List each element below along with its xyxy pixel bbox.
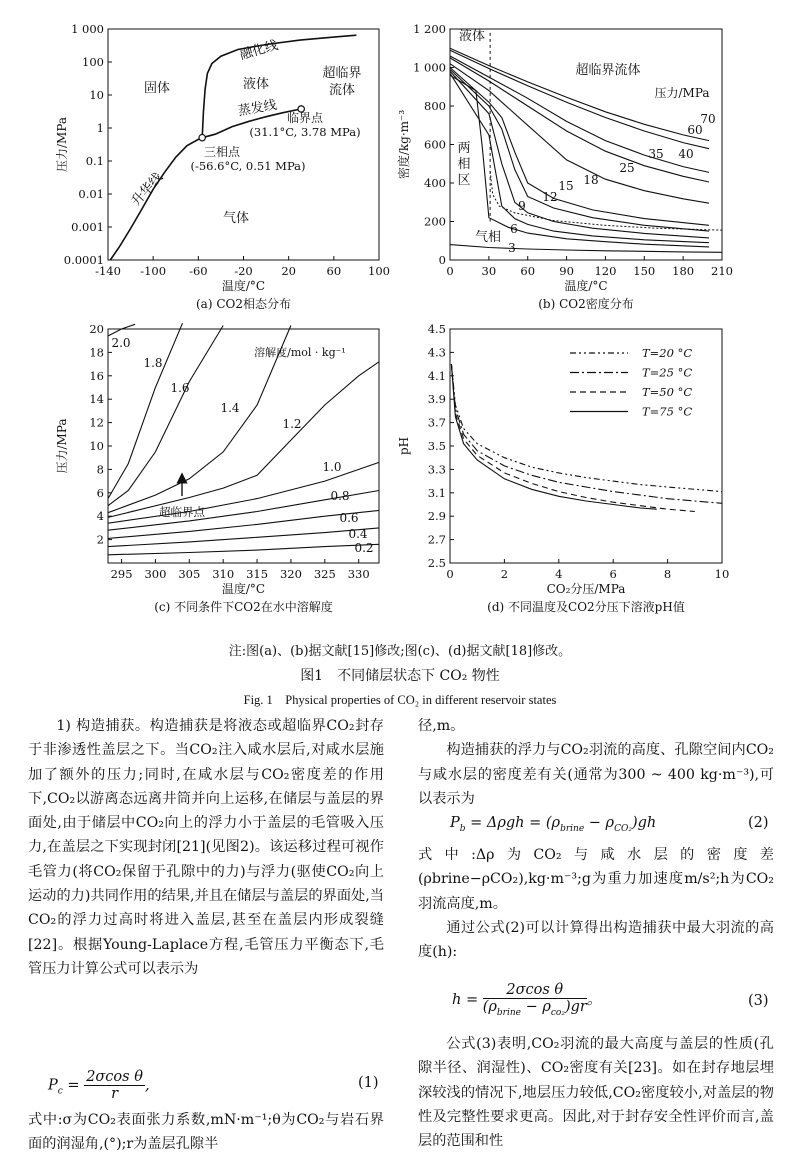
region-label: 固体 xyxy=(143,81,171,96)
region-label: 气相 xyxy=(474,230,502,245)
series-label: 0.6 xyxy=(339,511,359,525)
x-tick-label: 310 xyxy=(212,567,235,581)
y-tick-label: 3.3 xyxy=(427,462,446,477)
panel-caption: (d) 不同温度及CO2分压下溶液pH值 xyxy=(487,600,685,614)
eq3-number: (3) xyxy=(748,993,769,1009)
right-column xyxy=(418,714,774,811)
x-tick-label: 100 xyxy=(368,264,390,278)
y-tick-label: 20 xyxy=(89,322,104,336)
region-label: 液体 xyxy=(458,29,486,44)
annotation: 临界点 xyxy=(286,111,324,125)
y-tick-label: 600 xyxy=(424,137,446,152)
series-label: 60 xyxy=(687,123,703,137)
x-tick-label: 2 xyxy=(500,567,509,581)
y-axis-label: 压力/MPa xyxy=(55,116,69,173)
series-line-25 xyxy=(450,64,709,204)
series-label: 35 xyxy=(648,147,664,161)
series-label: 0.4 xyxy=(348,527,368,541)
y-axis-label: pH xyxy=(397,436,411,456)
x-tick-label: 0 xyxy=(446,567,454,581)
series-label: 15 xyxy=(558,179,574,193)
x-tick-label: 8 xyxy=(663,567,672,581)
curve-label: 升华线 xyxy=(128,170,167,210)
x-tick-label: 320 xyxy=(279,567,302,581)
legend-title: 压力/MPa xyxy=(654,86,710,100)
y-tick-label: 10 xyxy=(89,88,104,102)
y-tick-label: 0.01 xyxy=(78,187,104,201)
paragraph-eq2-terms: 式中:Δρ为CO₂与咸水层的密度差(ρbrine−ρCO₂),kg·m⁻³;g为重力加速度m/s²;h为CO₂羽流高度,m。 xyxy=(418,847,774,912)
equation-2: $P_b = \Delta\rho gh = (\rho_{brine} - \rho_{CO_2})gh$ xyxy=(450,815,657,834)
x-tick-label: 6 xyxy=(609,567,617,581)
panel-caption: (b) CO2密度分布 xyxy=(538,297,634,311)
series-line-1.6 xyxy=(108,326,223,506)
x-tick-label: 330 xyxy=(347,567,370,581)
panel-caption: (a) CO2相态分布 xyxy=(196,297,291,311)
y-tick-label: 100 xyxy=(82,55,104,69)
series-line-0.6 xyxy=(108,510,379,538)
y-tick-label: 800 xyxy=(424,99,446,113)
equation-3: h = 2σcos θ $(\rho_{brine} - \rho_{co_2})gr$ 。 xyxy=(452,982,602,1018)
y-tick-label: 1 200 xyxy=(413,22,446,36)
y-tick-label: 16 xyxy=(89,368,104,383)
legend-entry: T=25 °C xyxy=(642,365,693,380)
y-tick-label: 1 xyxy=(96,121,104,135)
panel-a xyxy=(54,22,390,311)
x-tick-label: 60 xyxy=(326,264,342,278)
legend-entry: T=50 °C xyxy=(642,385,693,399)
series-label: 40 xyxy=(678,147,694,161)
y-tick-label: 8 xyxy=(96,462,104,477)
figure-caption-cn: 图1 不同储层状态下 CO₂ 物性 xyxy=(300,668,500,684)
y-tick-label: 200 xyxy=(424,214,446,229)
y-tick-label: 3.7 xyxy=(427,415,446,430)
series-label: 1.4 xyxy=(220,401,240,415)
plot-frame xyxy=(450,329,722,563)
annotation: 三相点 xyxy=(203,145,241,159)
region-label: 两 xyxy=(457,141,471,156)
region-label: 超临界流体 xyxy=(575,63,641,78)
region-label: 流体 xyxy=(328,83,356,98)
series-label: 1.2 xyxy=(282,417,302,431)
series-label: 25 xyxy=(619,161,635,175)
paragraph-eq1-terms: 式中:σ为CO₂表面张力系数,mN·m⁻¹;θ为CO₂与岩石界面的润湿角,(°);r为盖层孔隙半 xyxy=(28,1112,384,1153)
series-label: 6 xyxy=(510,222,518,236)
annotation: 超临界点 xyxy=(159,505,205,519)
x-tick-label: 210 xyxy=(711,264,733,278)
x-tick-label: 120 xyxy=(594,264,617,278)
series-label: 0.8 xyxy=(330,489,350,503)
critical-point-marker xyxy=(199,134,205,140)
series-line-0.4 xyxy=(108,528,379,547)
x-tick-label: -20 xyxy=(234,264,253,278)
x-tick-label: -140 xyxy=(95,264,121,278)
y-tick-label: 400 xyxy=(424,176,446,190)
series-label: 12 xyxy=(542,190,558,204)
series-label: 0.2 xyxy=(354,541,374,555)
series-line-T75C xyxy=(451,364,656,509)
y-tick-label: 2.5 xyxy=(427,556,446,570)
series-line-0.2 xyxy=(108,544,379,555)
panel-c xyxy=(54,322,379,614)
series-label: 1.6 xyxy=(170,381,190,395)
y-tick-label: 10 xyxy=(89,439,104,453)
y-tick-label: 2.9 xyxy=(427,509,446,524)
x-tick-label: 20 xyxy=(281,264,296,278)
annotation: (31.1°C, 3.78 MPa) xyxy=(249,125,361,139)
y-tick-label: 12 xyxy=(89,415,104,430)
region-label: 液体 xyxy=(242,77,270,92)
panel-b xyxy=(396,22,733,311)
curve-label: 蒸发线 xyxy=(236,97,278,120)
legend-title: 溶解度/mol · kg⁻¹ xyxy=(254,346,346,359)
y-tick-label: 3.1 xyxy=(427,485,446,500)
y-tick-label: 4.1 xyxy=(427,368,446,383)
right-column-3 xyxy=(418,1032,774,1153)
x-tick-label: 315 xyxy=(246,567,269,581)
paragraph-cont: 径,m。 xyxy=(418,718,465,734)
x-tick-label: 90 xyxy=(559,264,574,278)
y-tick-label: 2.7 xyxy=(427,532,446,547)
eq1-number: (1) xyxy=(358,1075,379,1091)
paragraph-structural-trapping: 1) 构造捕获。构造捕获是将液态或超临界CO₂封存于非渗透性盖层之下。当CO₂注入咸水层后,对咸水层施加了额外的压力;同时,在咸水层与CO₂密度差的作用下,CO₂以游离态远离井筒并向上运移,在储层与盖层的界面处,由于储层中CO₂向上的浮力小于盖层的毛管吸入压力,在盖层之下实现封闭[21](见图2)。该运移过程可视作毛管力(将CO₂保留于孔隙中的力)与浮力(驱使CO₂向上运动的力)共同作用的结果,并且在储层与盖层的界面处,当CO₂的浮力过高时将进入盖层,甚至在盖层内形成裂缝[22]。根据Young-Laplace方程,毛管压力平衡态下,毛管压力计算公式可以表示为 xyxy=(28,718,384,977)
y-tick-label: 3.5 xyxy=(427,439,446,453)
x-tick-label: 60 xyxy=(520,264,536,278)
panel-d xyxy=(397,322,729,614)
y-tick-label: 1 000 xyxy=(413,60,446,75)
left-column-2 xyxy=(28,1108,384,1157)
annotation: (-56.6°C, 0.51 MPa) xyxy=(190,159,306,173)
y-tick-label: 4.3 xyxy=(427,345,446,360)
x-axis-label: 温度/°C xyxy=(221,582,266,596)
series-line-T20C xyxy=(451,364,722,492)
paragraph-height: 通过公式(2)可以计算得出构造捕获中最大羽流的高度(h): xyxy=(418,919,774,961)
y-tick-label: 3.9 xyxy=(427,392,446,407)
x-axis-label: 温度/°C xyxy=(221,279,266,293)
x-tick-label: 0 xyxy=(446,264,454,278)
y-axis-label: 密度/kg·m⁻³ xyxy=(397,109,411,180)
series-label: 3 xyxy=(508,241,516,255)
y-tick-label: 4 xyxy=(96,509,104,524)
x-tick-label: 180 xyxy=(672,264,695,278)
series-label: 1.8 xyxy=(143,356,163,370)
y-tick-label: 0.1 xyxy=(85,154,104,168)
y-tick-label: 0 xyxy=(438,253,446,267)
region-label: 相 xyxy=(457,157,471,172)
y-tick-label: 6 xyxy=(96,485,104,500)
y-tick-label: 14 xyxy=(89,392,104,407)
x-tick-label: -60 xyxy=(189,264,208,278)
region-label: 超临界 xyxy=(322,66,362,81)
eq1-lhs: P xyxy=(48,1077,58,1094)
x-tick-label: 10 xyxy=(714,567,730,581)
series-label: 70 xyxy=(700,112,716,126)
x-tick-label: 4 xyxy=(555,567,563,581)
x-tick-label: 300 xyxy=(144,567,167,581)
region-label: 气体 xyxy=(222,211,250,226)
x-tick-label: -100 xyxy=(140,264,167,278)
series-line-2.0 xyxy=(108,324,135,336)
x-axis-label: CO₂分压/MPa xyxy=(546,582,626,596)
curve-label: 融化线 xyxy=(238,38,280,64)
series-line- xyxy=(110,138,202,260)
equation-1: $P_c$ = $\frac{\text{2σcos θ}}{r}$ , xyxy=(48,1069,150,1102)
figure-source-note: 注:图(a)、(b)据文献[15]修改;图(c)、(d)据文献[18]修改。 xyxy=(228,644,572,659)
x-tick-label: 295 xyxy=(110,567,133,581)
panel-caption: (c) 不同条件下CO2在水中溶解度 xyxy=(154,600,333,614)
y-tick-label: 1 000 xyxy=(71,22,104,36)
x-tick-label: 325 xyxy=(313,567,336,581)
y-tick-label: 0.001 xyxy=(71,220,104,234)
paragraph-buoyancy: 构造捕获的浮力与CO₂羽流的高度、孔隙空间内CO₂与咸水层的密度差有关(通常为300 ~ 400 kg·m⁻³),可以表示为 xyxy=(418,742,774,807)
y-tick-label: 4.5 xyxy=(427,322,446,336)
y-tick-label: 2 xyxy=(96,532,104,547)
series-label: 18 xyxy=(583,173,599,187)
series-label: 2.0 xyxy=(111,336,131,350)
y-tick-label: 0.0001 xyxy=(63,253,104,267)
eq2-number: (2) xyxy=(748,815,769,831)
x-tick-label: 305 xyxy=(178,567,201,581)
y-axis-label: 压力/MPa xyxy=(55,418,69,474)
x-tick-label: 30 xyxy=(481,264,497,278)
y-tick-label: 18 xyxy=(89,345,104,360)
x-tick-label: 150 xyxy=(633,264,656,278)
figure-caption-en: Fig. 1 Physical properties of CO₂ in different reservoir states xyxy=(243,693,557,707)
left-column xyxy=(28,714,384,981)
series-label: 9 xyxy=(518,199,526,213)
series-label: 1.0 xyxy=(322,460,342,474)
legend-entry: T=75 °C xyxy=(642,404,693,419)
x-axis-label: 温度/°C xyxy=(564,279,608,293)
right-column-2 xyxy=(418,843,774,964)
legend-entry: T=20 °C xyxy=(642,346,693,360)
paragraph-implications: 公式(3)表明,CO₂羽流的最大高度与盖层的性质(孔隙半径、润湿性)、CO₂密度有关[23]。如在封存地层埋深较浅的情况下,地层压力较低,CO₂密度较小,对盖层的物性及完整性要求更高。因此,对于封存安全性评价而言,盖层的范围和性 xyxy=(418,1036,774,1150)
region-label: 区 xyxy=(457,173,471,188)
